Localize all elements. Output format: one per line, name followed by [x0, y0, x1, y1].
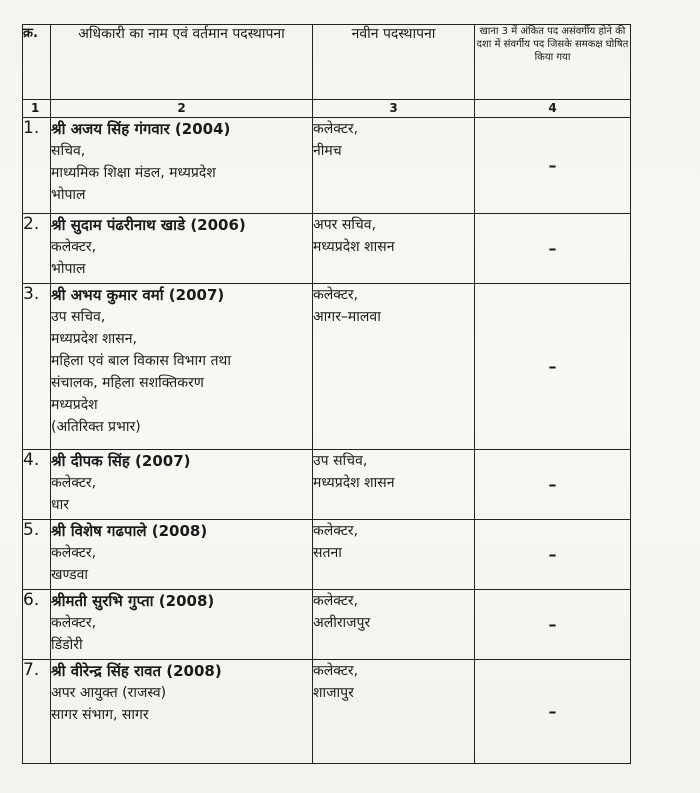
cadre-remark: –: [475, 284, 631, 450]
officer-cell: [51, 660, 313, 764]
new-posting-cell: [313, 284, 475, 450]
new-posting-line: उप सचिव,: [313, 453, 368, 469]
serial-number: 6.: [23, 590, 51, 660]
current-posting-line: भोपाल: [51, 187, 86, 203]
officer-cell: [51, 450, 313, 520]
table-row: [23, 590, 631, 660]
current-posting-line: मध्यप्रदेश शासन,: [51, 331, 137, 347]
officer-name: श्री दीपक सिंह (2007): [51, 452, 191, 470]
new-posting-cell: [313, 520, 475, 590]
officer-name: श्रीमती सुरभि गुप्ता (2008): [51, 592, 215, 610]
current-posting-line: खण्डवा: [51, 567, 89, 583]
new-posting-line: शाजापुर: [313, 685, 354, 701]
new-posting-line: अपर सचिव,: [313, 217, 377, 233]
current-posting-line: डिंडोरी: [51, 637, 83, 653]
new-posting-cell: [313, 660, 475, 764]
new-posting-line: अलीराजपुर: [313, 615, 371, 631]
column-number: 3: [313, 100, 475, 118]
current-posting-line: (अतिरिक्त प्रभार): [51, 419, 141, 435]
current-posting-line: मध्यप्रदेश: [51, 397, 98, 413]
new-posting-line: कलेक्टर,: [313, 287, 359, 303]
cadre-remark: –: [475, 118, 631, 214]
serial-number: 5.: [23, 520, 51, 590]
current-posting-line: धार: [51, 497, 69, 513]
column-number: 2: [51, 100, 313, 118]
current-posting-line: कलेक्टर,: [51, 239, 97, 255]
table-row: [23, 118, 631, 214]
cadre-remark: –: [475, 450, 631, 520]
table-row: [23, 214, 631, 284]
cadre-remark: –: [475, 214, 631, 284]
new-posting-line: कलेक्टर,: [313, 593, 359, 609]
officer-name: श्री विशेष गढपाले (2008): [51, 522, 208, 540]
serial-number: 2.: [23, 214, 51, 284]
officer-name: श्री वीरेन्द्र सिंह रावत (2008): [51, 662, 222, 680]
officer-cell: [51, 590, 313, 660]
current-posting-line: सागर संभाग, सागर: [51, 707, 149, 723]
current-posting-line: सचिव,: [51, 143, 86, 159]
new-posting-line: सतना: [313, 545, 342, 561]
current-posting-line: कलेक्टर,: [51, 545, 97, 561]
new-posting-cell: [313, 214, 475, 284]
column-number: 4: [475, 100, 631, 118]
current-posting-line: भोपाल: [51, 261, 86, 277]
current-posting-line: संचालक, महिला सशक्तिकरण: [51, 375, 204, 391]
new-posting-cell: [313, 118, 475, 214]
officer-name: श्री सुदाम पंढरीनाथ खाडे (2006): [51, 216, 246, 234]
officer-cell: [51, 520, 313, 590]
table-row: [23, 284, 631, 450]
new-posting-line: कलेक्टर,: [313, 121, 359, 137]
new-posting-cell: [313, 590, 475, 660]
serial-number: 7.: [23, 660, 51, 764]
new-posting-line: नीमच: [313, 143, 342, 159]
current-posting-line: कलेक्टर,: [51, 475, 97, 491]
new-posting-line: कलेक्टर,: [313, 663, 359, 679]
header-cadre-note: खाना 3 में अंकित पद असंवर्गीय होने की दशा में संवर्गीय पद जिसके समकक्ष घोषित किया गया: [475, 25, 631, 100]
header-officer: अधिकारी का नाम एवं वर्तमान पदस्थापना: [51, 25, 313, 100]
officer-name: श्री अजय सिंह गंगवार (2004): [51, 120, 231, 138]
table-row: [23, 520, 631, 590]
new-posting-line: कलेक्टर,: [313, 523, 359, 539]
officer-name: श्री अभय कुमार वर्मा (2007): [51, 286, 225, 304]
column-number-row: [23, 100, 631, 118]
cadre-remark: –: [475, 590, 631, 660]
posting-table: [22, 24, 631, 764]
cadre-remark: –: [475, 660, 631, 764]
serial-number: 3.: [23, 284, 51, 450]
current-posting-line: महिला एवं बाल विकास विभाग तथा: [51, 353, 232, 369]
header-row: [23, 25, 631, 100]
serial-number: 1.: [23, 118, 51, 214]
table-row: [23, 450, 631, 520]
new-posting-line: मध्यप्रदेश शासन: [313, 475, 395, 491]
officer-cell: [51, 284, 313, 450]
current-posting-line: माध्यमिक शिक्षा मंडल, मध्यप्रदेश: [51, 165, 216, 181]
officer-cell: [51, 118, 313, 214]
new-posting-line: आगर–मालवा: [313, 309, 381, 325]
header-serial: क्र.: [23, 25, 51, 100]
column-number: 1: [23, 100, 51, 118]
officer-cell: [51, 214, 313, 284]
table-body: [23, 118, 631, 764]
header-new-posting: नवीन पदस्थापना: [313, 25, 475, 100]
table-row: [23, 660, 631, 764]
new-posting-line: मध्यप्रदेश शासन: [313, 239, 395, 255]
current-posting-line: अपर आयुक्त (राजस्व): [51, 685, 167, 701]
current-posting-line: कलेक्टर,: [51, 615, 97, 631]
serial-number: 4.: [23, 450, 51, 520]
cadre-remark: –: [475, 520, 631, 590]
new-posting-cell: [313, 450, 475, 520]
current-posting-line: उप सचिव,: [51, 309, 106, 325]
